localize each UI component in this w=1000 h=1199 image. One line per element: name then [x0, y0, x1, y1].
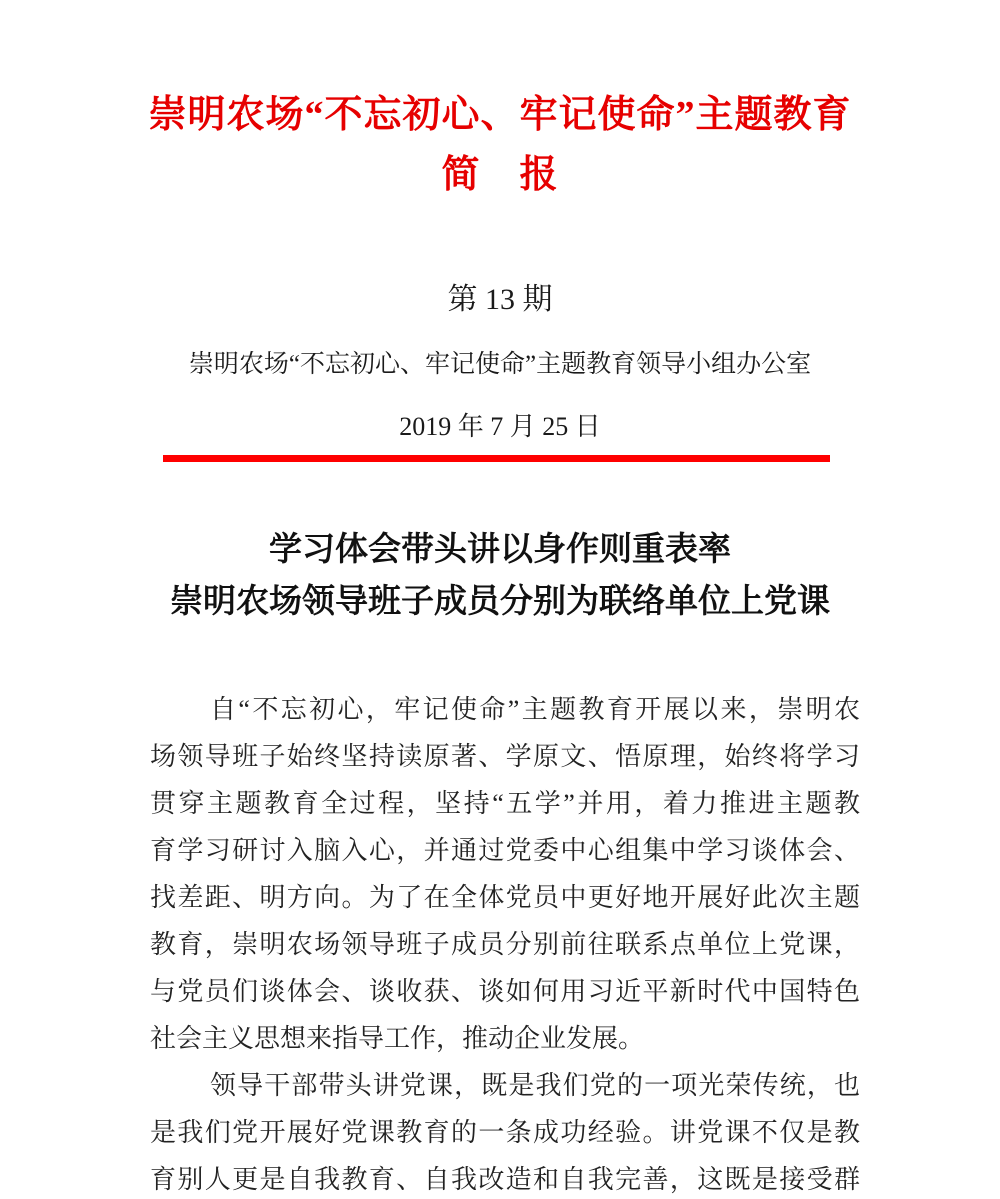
article-headline-line2: 崇明农场领导班子成员分别为联络单位上党课	[170, 584, 830, 620]
issue-date: 2019 年 7 月 25 日	[399, 412, 601, 441]
body-line: 育别人更是自我教育、自我改造和自我完善，这既是接受群	[150, 1165, 860, 1194]
bulletin-title-line1: 崇明农场“不忘初心、牢记使命”主题教育	[148, 94, 852, 136]
masthead	[0, 85, 1000, 462]
article-headline-line1: 学习体会带头讲以身作则重表率	[269, 532, 731, 568]
body-line: 贯穿主题教育全过程，坚持“五学”并用，着力推进主题教	[150, 789, 860, 818]
body-line: 自“不忘初心，牢记使命”主题教育开展以来，崇明农	[210, 695, 860, 724]
body-line: 社会主义思想来指导工作，推动企业发展。	[150, 1024, 645, 1053]
bulletin-title	[0, 85, 1000, 205]
body-line: 场领导班子始终坚持读原著、学原文、悟原理，始终将学习	[150, 742, 860, 771]
article-body	[150, 686, 860, 1199]
body-line: 领导干部带头讲党课，既是我们党的一项光荣传统，也	[210, 1071, 860, 1100]
body-line: 是我们党开展好党课教育的一条成功经验。讲党课不仅是教	[150, 1118, 860, 1147]
body-line: 育学习研讨入脑入心，并通过党委中心组集中学习谈体会、	[150, 836, 860, 865]
issue-number: 第 13 期	[447, 283, 553, 316]
issuing-office: 崇明农场“不忘初心、牢记使命”主题教育领导小组办公室	[188, 351, 812, 378]
body-line: 找差距、明方向。为了在全体党员中更好地开展好此次主题	[150, 883, 860, 912]
article	[0, 524, 1000, 1199]
article-headline	[0, 524, 1000, 628]
body-line: 与党员们谈体会、谈收获、谈如何用习近平新时代中国特色	[150, 977, 860, 1006]
bulletin-title-line2: 简 报	[441, 154, 559, 196]
masthead-divider-rule	[163, 455, 830, 462]
body-line: 教育，崇明农场领导班子成员分别前往联系点单位上党课，	[150, 930, 860, 959]
